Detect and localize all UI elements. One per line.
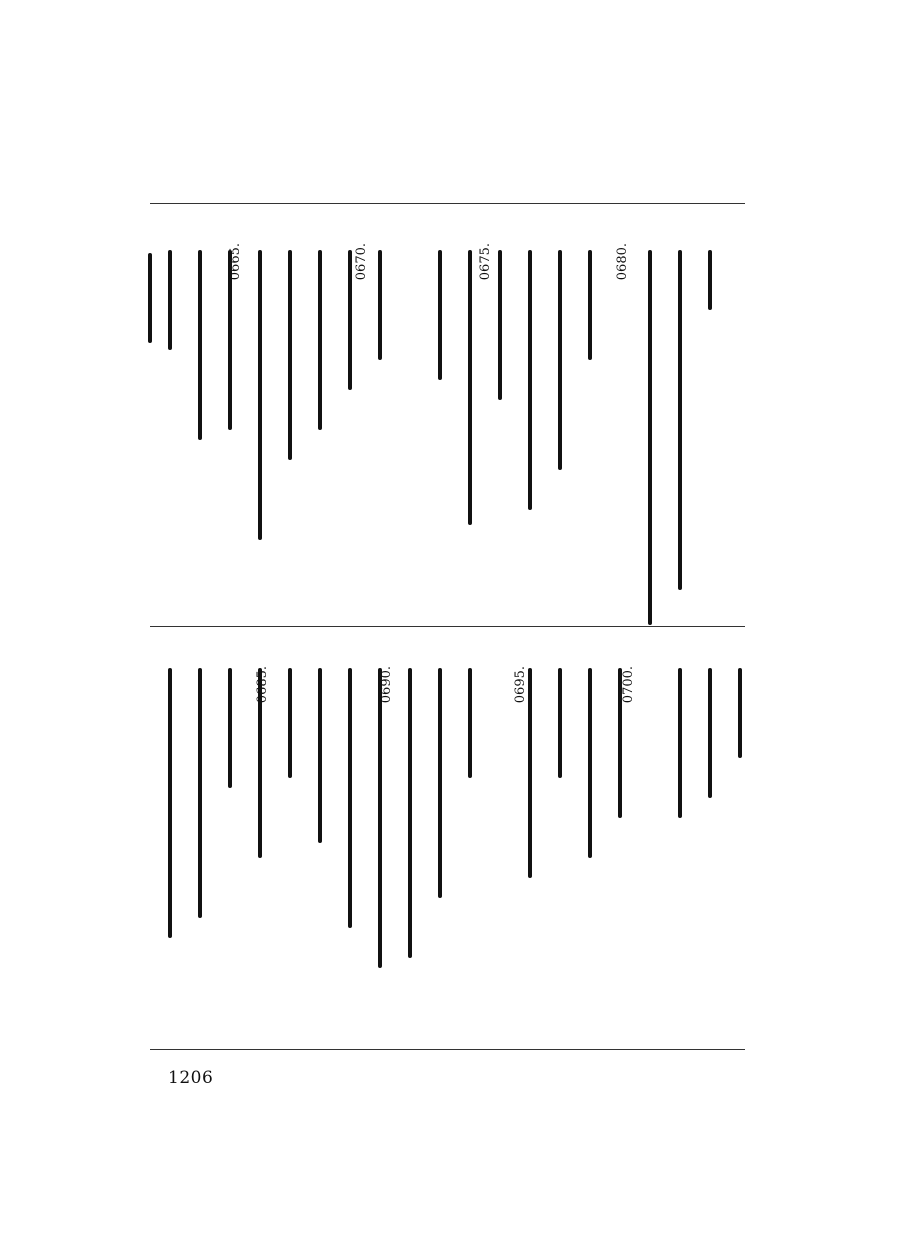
line-number-0665-page: 0665. [228, 243, 243, 281]
bottom-text-block [150, 626, 745, 1049]
page-number: 1206 [168, 1068, 214, 1088]
bottom-rule [150, 1049, 745, 1050]
line-number-0695: 0695. [513, 666, 528, 704]
mongolian-script-line [438, 250, 442, 380]
mongolian-script-line [708, 250, 712, 310]
column-line-number [620, 666, 638, 703]
column-line-number [378, 666, 396, 703]
line-number-0690: 0690. [379, 666, 394, 704]
mongolian-script-line [468, 250, 472, 525]
line-number-0680-page: 0680. [615, 243, 630, 281]
column-line-number [254, 666, 272, 703]
mongolian-script-line [258, 250, 262, 540]
line-number-0685: 0685. [255, 666, 270, 704]
mongolian-script-line [558, 250, 562, 470]
line-number-0675-page: 0675. [478, 243, 493, 281]
mongolian-script-line [168, 250, 172, 350]
mongolian-script-line [648, 250, 652, 625]
line-number-0700: 0700. [621, 666, 636, 704]
mongolian-script-line [588, 250, 592, 360]
mongolian-script-line [498, 250, 502, 400]
mongolian-script-line [288, 250, 292, 460]
line-number-0670-page: 0670. [354, 243, 369, 281]
mongolian-script-line [148, 253, 152, 343]
mongolian-script-line [378, 250, 382, 360]
column-line-number [512, 666, 530, 703]
mongolian-script-line [678, 250, 682, 590]
mongolian-script-line [198, 250, 202, 440]
mongolian-script-line [348, 250, 352, 390]
mongolian-script-line [318, 250, 322, 430]
mongolian-script-line [528, 250, 532, 510]
